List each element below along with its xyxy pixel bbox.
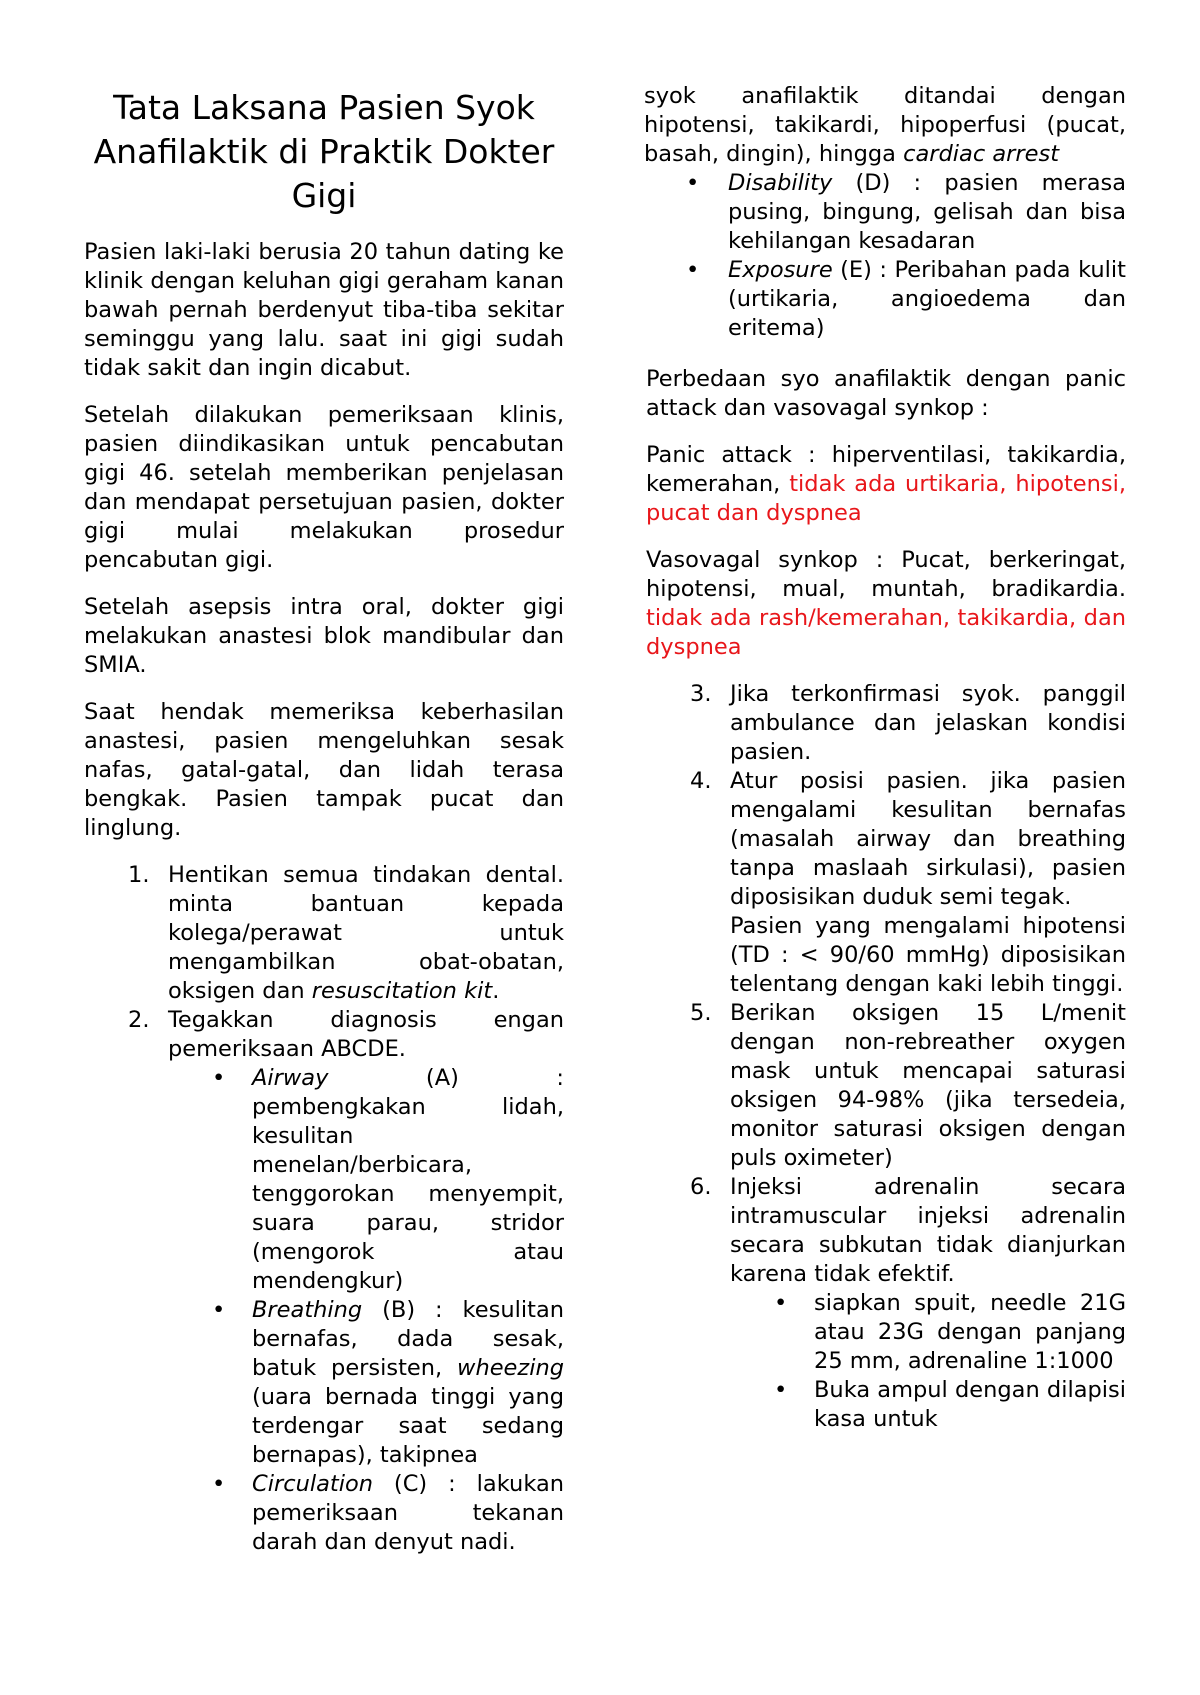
page-title: Tata Laksana Pasien Syok Anafilaktik di Praktik Dokter Gigi bbox=[93, 88, 555, 215]
step-text: Jika terkonfirmasi syok. panggil ambulance dan jelaskan kondisi pasien. bbox=[730, 681, 1126, 765]
list-item-step-4 bbox=[646, 767, 1126, 999]
list-item-breathing bbox=[84, 1296, 564, 1470]
step-text-secondary: Pasien yang mengalami hipotensi (TD : < 90/60 mmHg) diposisikan telentang dengan kaki lebih tinggi. bbox=[730, 913, 1126, 997]
step-number: 5. bbox=[690, 1000, 712, 1026]
step-text: Injeksi adrenalin secara intramuscular injeksi adrenalin secara subkutan tidak dianjurkan karena tidak efektif. bbox=[730, 1174, 1126, 1287]
left-column bbox=[84, 80, 564, 1557]
bullet-icon: • bbox=[774, 1377, 788, 1403]
list-item-step-2 bbox=[84, 1006, 564, 1557]
circulation-term: Circulation bbox=[252, 1471, 373, 1497]
step-text: Tegakkan diagnosis engan pemeriksaan ABCDE. bbox=[168, 1007, 564, 1062]
list-item-step-3 bbox=[646, 680, 1126, 767]
abcde-list-continued bbox=[646, 82, 1126, 343]
exposure-text: (E) : Peribahan pada kulit (urtikaria, angioedema dan eritema) bbox=[728, 257, 1126, 341]
differential-intro: Perbedaan syo anafilaktik dengan panic attack dan vasovagal synkop : bbox=[646, 366, 1126, 421]
case-paragraph-2: Setelah dilakukan pemeriksaan klinis, pasien diindikasikan untuk pencabutan gigi 46. setelah memberikan penjelasan dan mendapat persetujuan pasien, dokter gigi mulai melakukan prosedur pencabutan gigi. bbox=[84, 402, 564, 573]
vasovagal-text: Vasovagal synkop : Pucat, berkeringat, hipotensi, mual, muntah, bradikardia. bbox=[646, 547, 1126, 602]
step-text: Berikan oksigen 15 L/menit dengan non-rebreather oxygen mask untuk mencapai saturasi oksigen 94-98% (jika tersedeia, monitor saturasi oksigen dengan puls oximeter) bbox=[730, 1000, 1126, 1171]
step-number: 4. bbox=[690, 768, 712, 794]
procedure-list bbox=[84, 861, 564, 1557]
disability-text: (D) : pasien merasa pusing, bingung, gelisah dan bisa kehilangan kesadaran bbox=[728, 170, 1126, 254]
list-item-disability bbox=[562, 169, 1126, 256]
disability-term: Disability bbox=[728, 170, 833, 196]
list-item-step-1 bbox=[84, 861, 564, 1006]
breathing-text-b: (uara bernada tinggi yang terdengar saat sedang bernapas), takipnea bbox=[252, 1384, 564, 1468]
step-text: Hentikan semua tindakan dental. minta bantuan kepada kolega/perawat untuk mengambilkan obat-obatan, oksigen dan bbox=[168, 862, 564, 1004]
list-item-exposure bbox=[562, 256, 1126, 343]
step-italic: resuscitation kit bbox=[311, 978, 493, 1004]
abcde-list bbox=[168, 1064, 564, 1557]
airway-term: Airway bbox=[252, 1065, 329, 1091]
bullet-icon: • bbox=[686, 257, 700, 283]
breathing-wheezing: wheezing bbox=[457, 1355, 564, 1381]
step-number: 2. bbox=[128, 1007, 150, 1033]
list-item-syringe bbox=[646, 1289, 1126, 1376]
breathing-text-a: (B) : kesulitan bernafas, dada sesak, batuk persisten, bbox=[252, 1297, 564, 1381]
right-column bbox=[646, 82, 1126, 1434]
list-item-step-6 bbox=[646, 1173, 1126, 1434]
bullet-icon: • bbox=[212, 1065, 226, 1091]
list-item-step-5 bbox=[646, 999, 1126, 1173]
bullet-text: Buka ampul dengan dilapisi kasa untuk bbox=[814, 1377, 1126, 1432]
panic-attack-red-text: tidak ada urtikaria, hipotensi, pucat dan dyspnea bbox=[646, 471, 1127, 526]
step-number: 6. bbox=[690, 1174, 712, 1200]
circulation-text-continued: syok anafilaktik ditandai dengan hipotensi, takikardi, hipoperfusi (pucat, basah, dingin), hingga bbox=[644, 83, 1126, 167]
bullet-icon: • bbox=[774, 1290, 788, 1316]
airway-text: (A) : pembengkakan lidah, kesulitan menelan/berbicara, tenggorokan menyempit, suara parau, stridor (mengorok atau mendengkur) bbox=[252, 1065, 564, 1294]
case-paragraph-4: Saat hendak memeriksa keberhasilan anastesi, pasien mengeluhkan sesak nafas, gatal-gatal, dan lidah terasa bengkak. Pasien tampak pucat dan linglung. bbox=[84, 699, 564, 841]
bullet-icon: • bbox=[686, 170, 700, 196]
panic-attack-text: Panic attack : hiperventilasi, takikardia, kemerahan, bbox=[646, 442, 1126, 497]
step-tail: . bbox=[492, 978, 500, 1004]
list-item-circulation-continued bbox=[478, 82, 1126, 169]
vasovagal-red-text: tidak ada rash/kemerahan, takikardia, dan dyspnea bbox=[646, 605, 1126, 660]
bullet-icon: • bbox=[212, 1297, 226, 1323]
case-paragraph-1: Pasien laki-laki berusia 20 tahun dating ke klinik dengan keluhan gigi geraham kanan bawah pernah berdenyut tiba-tiba sekitar seminggu yang lalu. saat ini gigi sudah tidak sakit dan ingin dicabut. bbox=[84, 239, 564, 381]
list-item-circulation bbox=[84, 1470, 564, 1557]
step-number: 1. bbox=[128, 862, 150, 888]
panic-attack-paragraph bbox=[646, 441, 1126, 528]
circulation-text: (C) : lakukan pemeriksaan tekanan darah dan denyut nadi. bbox=[252, 1471, 564, 1555]
bullet-icon: • bbox=[212, 1471, 226, 1497]
case-paragraph-3: Setelah asepsis intra oral, dokter gigi melakukan anastesi blok mandibular dan SMIA. bbox=[84, 594, 564, 678]
procedure-list-continued bbox=[646, 680, 1126, 1434]
exposure-term: Exposure bbox=[728, 257, 833, 283]
adrenalin-steps bbox=[730, 1289, 1126, 1434]
breathing-term: Breathing bbox=[252, 1297, 363, 1323]
circulation-italic: cardiac arrest bbox=[903, 141, 1060, 167]
step-text: Atur posisi pasien. jika pasien mengalami kesulitan bernafas (masalah airway dan breathing tanpa maslaah sirkulasi), pasien diposisikan duduk semi tegak. bbox=[730, 768, 1126, 910]
list-item-ampule bbox=[646, 1376, 1126, 1434]
step-number: 3. bbox=[690, 681, 712, 707]
list-item-airway bbox=[84, 1064, 564, 1296]
bullet-text: siapkan spuit, needle 21G atau 23G dengan panjang 25 mm, adrenaline 1:1000 bbox=[814, 1290, 1126, 1374]
vasovagal-paragraph bbox=[646, 546, 1126, 662]
